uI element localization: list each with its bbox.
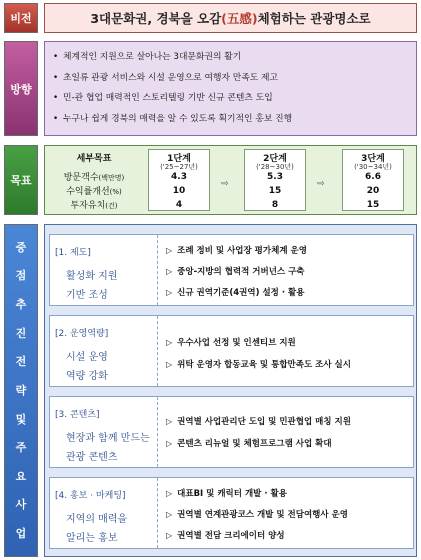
strategy-label-char: 사 — [15, 498, 27, 512]
stage-value: 8 — [271, 200, 279, 210]
stage-2-column — [244, 149, 306, 211]
goal-box — [44, 145, 417, 215]
triangle-right-icon: ▷ — [166, 267, 173, 276]
vision-label: 비전 — [4, 3, 38, 33]
strategy-card-heading — [50, 478, 158, 548]
strategy-label-char: 업 — [15, 527, 27, 541]
stage-1-column — [148, 149, 210, 211]
stage-period: ('25~27년) — [160, 163, 198, 171]
direction-item — [53, 47, 408, 68]
strategy-item-text: 조례 정비 및 사업장 평가체계 운영 — [177, 246, 307, 256]
bullet-icon: • — [53, 93, 59, 103]
strategy-card-subtitle: 시설 운영 — [66, 352, 108, 363]
bullet-icon: • — [53, 72, 59, 83]
strategy-card-items — [166, 316, 411, 386]
strategy-card-items — [166, 397, 411, 467]
vision-title — [44, 3, 417, 33]
strategy-card-heading — [50, 235, 158, 305]
stage-3-column — [342, 149, 404, 211]
strategy-item-text: 권역별 사업관리단 도입 및 민관협업 매칭 지원 — [177, 417, 351, 427]
strategy-card-4 — [49, 477, 414, 549]
direction-item-text: 초일류 관광 서비스와 시설 운영으로 여행자 만족도 제고 — [63, 72, 279, 83]
strategy-card-subtitle: 역량 강화 — [66, 371, 108, 382]
strategy-card-title: [2. 운영역량] — [55, 329, 109, 339]
triangle-right-icon: ▷ — [166, 246, 173, 255]
strategy-card-title: [3. 콘텐츠] — [55, 410, 100, 420]
strategy-item — [166, 415, 351, 427]
strategy-card-subtitle: 관광 콘텐츠 — [66, 452, 118, 463]
strategy-card-subtitle: 알리는 홍보 — [66, 533, 118, 544]
stage-value: 15 — [268, 186, 282, 196]
direction-label: 방향 — [4, 41, 38, 136]
direction-item — [53, 88, 408, 109]
vision-title-accent: (五感) — [221, 11, 258, 26]
goal-row-unit: (건) — [105, 202, 118, 210]
stage-value: 4.3 — [171, 172, 187, 182]
strategy-label-char: 략 — [15, 383, 27, 397]
strategy-item-text: 위탁 운영자 합동교육 및 통합만족도 조사 실시 — [177, 360, 351, 370]
goal-row-name — [49, 198, 139, 211]
stage-name: 1단계 — [167, 154, 191, 164]
strategy-label-char: 점 — [15, 269, 27, 283]
stage-value: 4 — [175, 200, 183, 210]
strategy-card-subtitle: 기반 조성 — [66, 290, 108, 301]
strategy-label-char: 주 — [15, 441, 27, 455]
stage-value: 5.3 — [267, 172, 283, 182]
direction-item — [53, 109, 408, 130]
strategy-item — [166, 336, 296, 348]
strategy-card-subtitle: 현장과 함께 만드는 — [66, 433, 150, 444]
strategy-label-char: 및 — [15, 412, 27, 426]
strategy-card-heading — [50, 397, 158, 467]
triangle-right-icon: ▷ — [166, 510, 173, 519]
triangle-right-icon: ▷ — [166, 360, 173, 369]
strategy-item — [166, 508, 348, 520]
strategy-item — [166, 529, 285, 541]
stage-value: 10 — [172, 186, 186, 196]
direction-item — [53, 68, 408, 89]
goal-header: 세부목표 — [76, 154, 112, 164]
strategy-box — [44, 224, 417, 557]
triangle-right-icon: ▷ — [166, 417, 173, 426]
strategy-label-char: 진 — [15, 326, 27, 340]
strategy-card-items — [166, 235, 411, 305]
strategy-item-text: 권역별 전담 크리에이터 양성 — [177, 531, 285, 541]
strategy-item-text: 우수사업 선정 및 인센티브 지원 — [177, 338, 296, 348]
goal-row-name-text: 투자유치 — [70, 201, 106, 211]
triangle-right-icon: ▷ — [166, 489, 173, 498]
strategy-card-2 — [49, 315, 414, 387]
vision-title-part2: 체험하는 관광명소로 — [257, 11, 371, 26]
triangle-right-icon: ▷ — [166, 338, 173, 347]
stage-period: ('28~30년) — [256, 163, 294, 171]
strategy-item-text: 신규 권역기준(4권역) 설정 · 활용 — [177, 288, 305, 298]
strategy-card-subtitle: 활성화 지원 — [66, 271, 118, 282]
strategy-label-char: 요 — [15, 469, 27, 483]
strategy-item — [166, 487, 287, 499]
strategy-card-1 — [49, 234, 414, 306]
stage-name: 3단계 — [361, 154, 385, 164]
strategy-card-items — [166, 478, 411, 548]
triangle-right-icon: ▷ — [166, 439, 173, 448]
strategy-label — [4, 224, 38, 557]
strategy-item-text: 콘텐츠 리뉴얼 및 체험프로그램 사업 확대 — [177, 439, 332, 449]
strategy-label-char: 전 — [15, 355, 27, 369]
strategy-label-char: 추 — [15, 298, 27, 312]
goal-row-unit: (백만명) — [98, 174, 125, 182]
stage-value: 6.6 — [365, 172, 381, 182]
bullet-icon: • — [53, 52, 59, 62]
stage-name: 2단계 — [263, 154, 287, 164]
strategy-card-title: [4. 홍보 · 마케팅] — [55, 491, 126, 501]
strategy-item-text: 대표BI 및 캐릭터 개발 · 활용 — [177, 489, 287, 499]
triangle-right-icon: ▷ — [166, 531, 173, 540]
strategy-item — [166, 358, 351, 370]
stage-value: 15 — [366, 200, 380, 210]
bullet-icon: • — [53, 113, 59, 124]
goal-row-name — [49, 184, 139, 197]
strategy-item — [166, 437, 332, 449]
right-arrow-icon: ⇨ — [221, 179, 229, 189]
direction-item-text: 체계적인 지원으로 살아나는 3대문화권의 활기 — [63, 52, 242, 62]
strategy-card-title: [1. 제도] — [55, 248, 91, 258]
strategy-card-heading — [50, 316, 158, 386]
strategy-card-subtitle: 지역의 매력을 — [66, 514, 128, 525]
right-arrow-icon: ⇨ — [317, 179, 325, 189]
goal-row-unit: (%) — [109, 188, 122, 196]
vision-title-part1: 3대문화권, 경북을 오감 — [90, 11, 222, 26]
strategy-item-text: 권역별 연계관광코스 개발 및 전담여행사 운영 — [177, 510, 348, 520]
goal-label: 목표 — [4, 145, 38, 215]
direction-box — [44, 41, 417, 136]
strategy-item-text: 중앙-지방의 협력적 거버넌스 구축 — [177, 267, 305, 277]
strategy-item — [166, 265, 305, 277]
stage-period: ('30~34년) — [354, 163, 392, 171]
direction-item-text: 누구나 쉽게 경북의 매력을 알 수 있도록 획기적인 홍보 진행 — [63, 113, 293, 124]
stage-value: 20 — [366, 186, 380, 196]
strategy-item — [166, 286, 304, 298]
direction-item-text: 민-관 협업 매력적인 스토리텔링 기반 신규 콘텐츠 도입 — [63, 93, 273, 103]
goal-row-name — [49, 170, 139, 183]
goal-row-name-text: 방문객수 — [63, 173, 99, 183]
strategy-label-char: 중 — [15, 240, 27, 254]
strategy-card-3 — [49, 396, 414, 468]
strategy-item — [166, 244, 307, 256]
triangle-right-icon: ▷ — [166, 288, 173, 297]
goal-row-name-text: 수익률개선 — [66, 187, 110, 197]
